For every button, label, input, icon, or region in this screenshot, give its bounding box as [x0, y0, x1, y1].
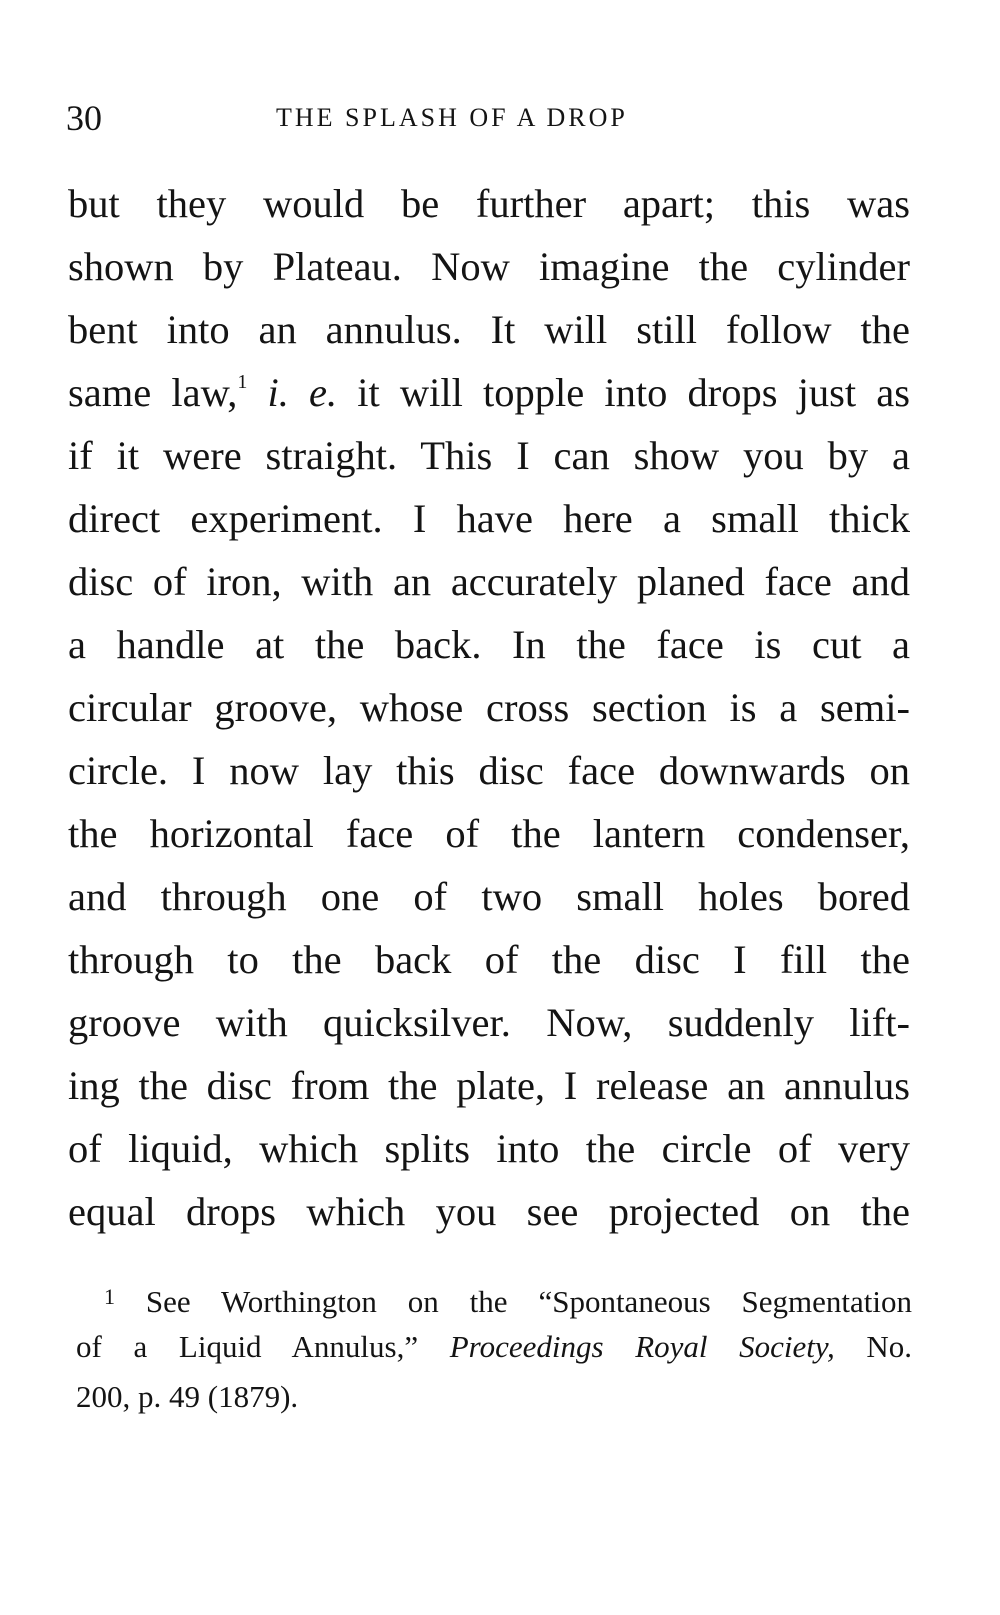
- text-line: bent into an annulus. It will still follow the: [68, 307, 910, 352]
- text-line: if it were straight. This I can show you by a: [68, 433, 910, 478]
- page-number: 30: [66, 98, 102, 138]
- text-line: direct experiment. I have here a small thick: [68, 496, 910, 541]
- text-line: of liquid, which splits into the circle of very: [68, 1126, 910, 1171]
- text-line: shown by Plateau. Now imagine the cylinder: [68, 244, 910, 289]
- text-line: the horizontal face of the lantern condenser,: [68, 811, 910, 856]
- running-title: THE SPLASH OF A DROP: [276, 103, 628, 132]
- footnote-line: 200, p. 49 (1879).: [76, 1379, 299, 1414]
- footnote-line: [76, 1322, 912, 1372]
- journal-title: Proceedings Royal Society,: [449, 1329, 835, 1364]
- running-head: [66, 98, 916, 138]
- text-line: through to the back of the disc I fill the: [68, 937, 910, 982]
- text-line: circle. I now lay this disc face downwards on: [68, 748, 910, 793]
- footnote-line: [76, 1272, 912, 1322]
- text-line: [68, 361, 910, 424]
- text-line: but they would be further apart; this was: [68, 181, 910, 226]
- text-line: equal drops which you see projected on the: [68, 1189, 910, 1234]
- footnote-text: No.: [866, 1329, 912, 1364]
- body-text: [68, 172, 910, 1243]
- line-segment: it will topple into drops just as: [357, 370, 911, 415]
- text-line: a handle at the back. In the face is cut a: [68, 622, 910, 667]
- footnote-reference: 1: [237, 371, 248, 393]
- text-line: circular groove, whose cross section is a semi-: [68, 685, 910, 730]
- footnote: [76, 1272, 912, 1422]
- text-line: and through one of two small holes bored: [68, 874, 910, 919]
- text-line: groove with quicksilver. Now, suddenly lift-: [68, 1000, 910, 1045]
- footnote-text: See Worthington on the “Spontaneous Segmentation: [145, 1284, 912, 1319]
- text-line: disc of iron, with an accurately planed face and: [68, 559, 910, 604]
- footnote-text: of a Liquid Annulus,”: [76, 1329, 419, 1364]
- line-segment: same law,: [68, 370, 238, 415]
- text-line: ing the disc from the plate, I release an annulus: [68, 1063, 910, 1108]
- italic-abbreviation: i. e.: [267, 370, 338, 415]
- footnote-marker: 1: [104, 1284, 115, 1309]
